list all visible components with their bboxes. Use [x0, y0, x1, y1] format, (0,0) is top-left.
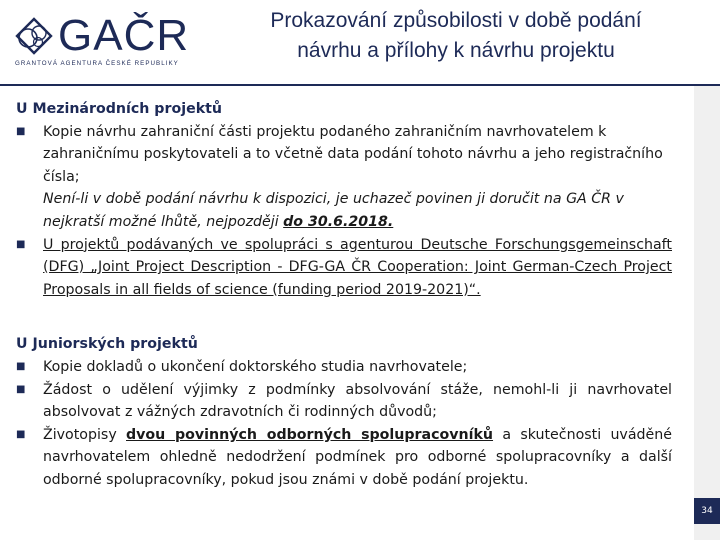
deadline-date: do 30.6.2018. [283, 213, 394, 230]
junior-item-2-text: Žádost o udělení výjimky z podmínky absolvování stáže, nemohl-li ji navrhovatel absolvovat z vážných zdravotních či rodinných důvodů; [43, 381, 672, 421]
international-item-1-note [43, 188, 672, 233]
dfg-link-text[interactable]: U projektů podávaných ve spolupráci s agenturou Deutsche Forschungsgemeinschaft (DFG) „Joint Project Description - DFG-GA ČR Cooperation: Joint German-Czech Project Proposals in all fields of science (funding period 2019-2021)“. [43, 236, 672, 298]
slide-content [16, 98, 672, 492]
international-item-1 [16, 121, 672, 234]
logo-wordmark: GAČR [58, 11, 190, 60]
bullet-square-icon: ■ [16, 383, 26, 395]
junior-item-1-text: Kopie dokladů o ukončení doktorského studia navrhovatele; [43, 358, 468, 375]
international-heading: U Mezinárodních projektů [16, 101, 223, 117]
international-item-1-text: Kopie návrhu zahraniční části projektu podaného zahraničním navrhovatelem k zahraničnímu poskytovateli a to včetně data podání tohoto návrhu a jeho registračního čísla; [43, 123, 663, 185]
note-text: Není-li v době podání návrhu k dispozici, je uchazeč povinen ji doručit na GA ČR v nejkratší možné lhůtě, nejpozději [43, 191, 624, 230]
title-line-1: Prokazování způsobilosti v době podání [270, 9, 642, 32]
junior-heading: U Juniorských projektů [16, 336, 198, 353]
section-gap [16, 301, 672, 333]
gacr-emblem-icon [14, 16, 54, 58]
logo-subtitle: GRANTOVÁ AGENTURA ČESKÉ REPUBLIKY [15, 60, 179, 67]
international-item-2 [16, 234, 672, 302]
title-line-2: návrhu a přílohy k návrhu projektu [297, 39, 615, 62]
junior-item-3 [16, 424, 672, 492]
junior-item-2 [16, 379, 672, 424]
junior-item-1 [16, 356, 672, 379]
bullet-square-icon: ■ [16, 125, 26, 137]
junior-item-3-start: Životopisy [43, 426, 127, 443]
junior-item-3-underlined: dvou povinných odborných spolupracovníků [126, 426, 494, 443]
bullet-square-icon: ■ [16, 238, 26, 250]
gacr-logo [14, 11, 190, 68]
side-bar [694, 86, 720, 540]
page-title [218, 6, 694, 66]
page-number: 34 [694, 498, 720, 524]
bullet-square-icon: ■ [16, 428, 26, 440]
junior-item-3-end: a skutečnosti uváděné navrhovatelem ohledně nedodržení podmínek pro odborné spolupracovníky a další odborné spolupracovníky, pokud jsou známi v době podání projektu. [43, 426, 672, 488]
header-divider [0, 84, 720, 86]
bullet-square-icon: ■ [16, 360, 26, 372]
